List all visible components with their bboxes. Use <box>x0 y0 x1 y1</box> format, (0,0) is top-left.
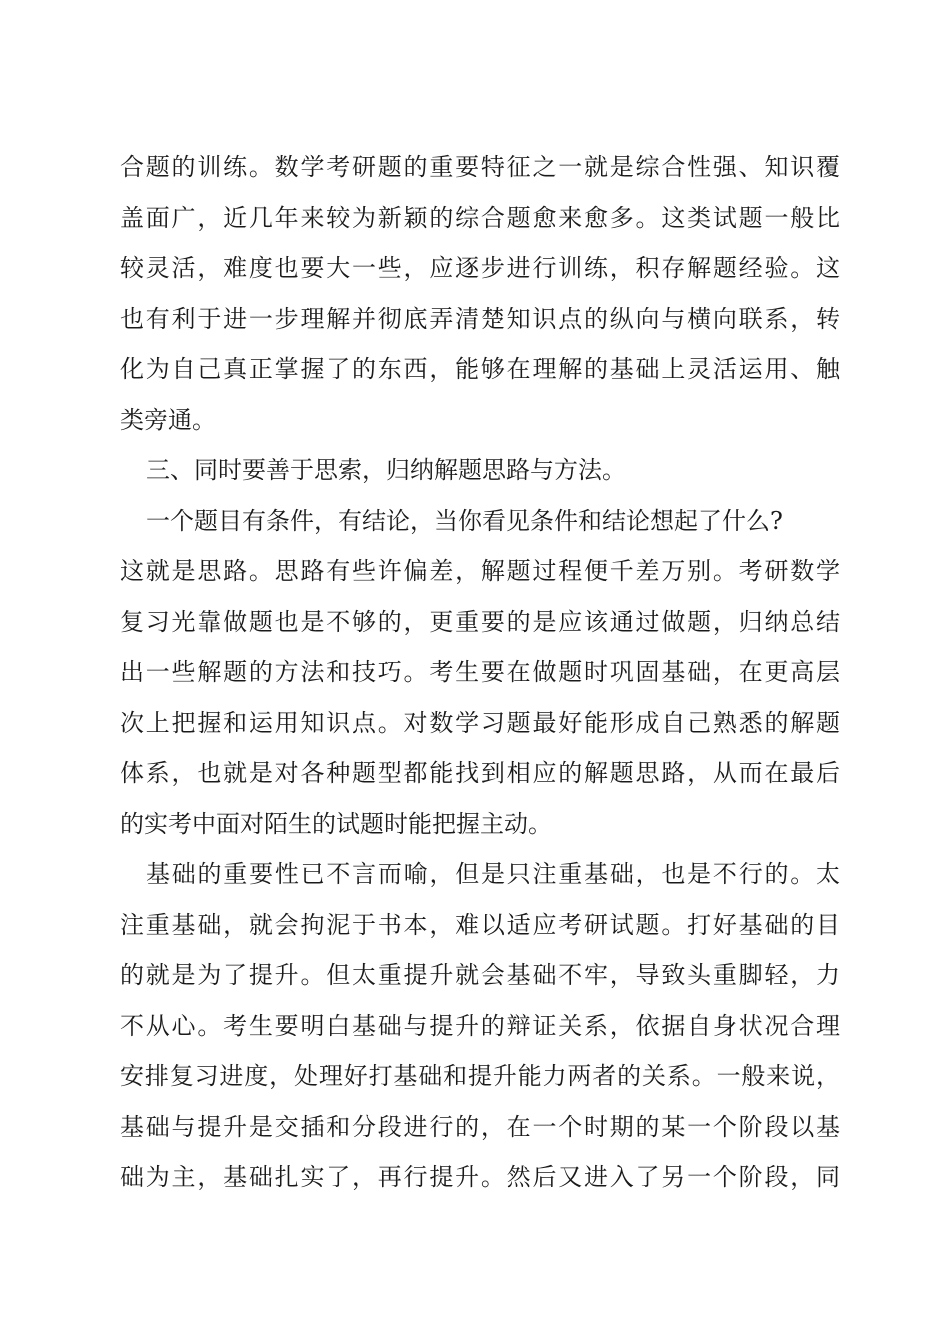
text-line: 这就是思路。思路有些许偏差，解题过程便千差万别。考研数学 <box>120 557 840 585</box>
text-line: 一个题目有条件，有结论，当你看见条件和结论想起了什么? <box>146 506 783 535</box>
text-line: 注重基础，就会拘泥于书本，难以适应考研试题。打好基础的目 <box>120 910 840 939</box>
text-line: 出一些解题的方法和技巧。考生要在做题时巩固基础，在更高层 <box>120 658 840 686</box>
text-line: 础为主，基础扎实了，再行提升。然后又进入了另一个阶段，同 <box>120 1163 840 1191</box>
text-line: 化为自己真正掌握了的东西，能够在理解的基础上灵活运用、触 <box>120 355 840 383</box>
text-line: 次上把握和运用知识点。对数学习题最好能形成自己熟悉的解题 <box>120 708 840 737</box>
text-line: 体系，也就是对各种题型都能找到相应的解题思路，从而在最后 <box>120 759 840 787</box>
text-line: 基础的重要性已不言而喻，但是只注重基础，也是不行的。太 <box>146 860 840 888</box>
body-text <box>120 142 840 1203</box>
text-line: 基础与提升是交插和分段进行的，在一个时期的某一个阶段以基 <box>120 1112 840 1141</box>
text-line: 不从心。考生要明白基础与提升的辩证关系，依据自身状况合理 <box>120 1011 840 1040</box>
text-line: 较灵活，难度也要大一些，应逐步进行训练，积存解题经验。这 <box>120 254 840 282</box>
text-line: 安排复习进度，处理好打基础和提升能力两者的关系。一般来说， <box>120 1062 840 1090</box>
text-line: 的就是为了提升。但太重提升就会基础不牢，导致头重脚轻，力 <box>120 961 840 989</box>
text-line: 合题的训练。数学考研题的重要特征之一就是综合性强、知识覆 <box>120 153 840 181</box>
text-line: 也有利于进一步理解并彻底弄清楚知识点的纵向与横向联系，转 <box>120 304 840 333</box>
text-line: 类旁通。 <box>120 405 216 434</box>
text-line: 盖面广，近几年来较为新颖的综合题愈来愈多。这类试题一般比 <box>120 203 840 232</box>
text-line: 复习光靠做题也是不够的，更重要的是应该通过做题，归纳总结 <box>120 607 840 636</box>
section-heading: 三、同时要善于思索，归纳解题思路与方法。 <box>146 456 626 484</box>
text-line: 的实考中面对陌生的试题时能把握主动。 <box>120 809 552 838</box>
